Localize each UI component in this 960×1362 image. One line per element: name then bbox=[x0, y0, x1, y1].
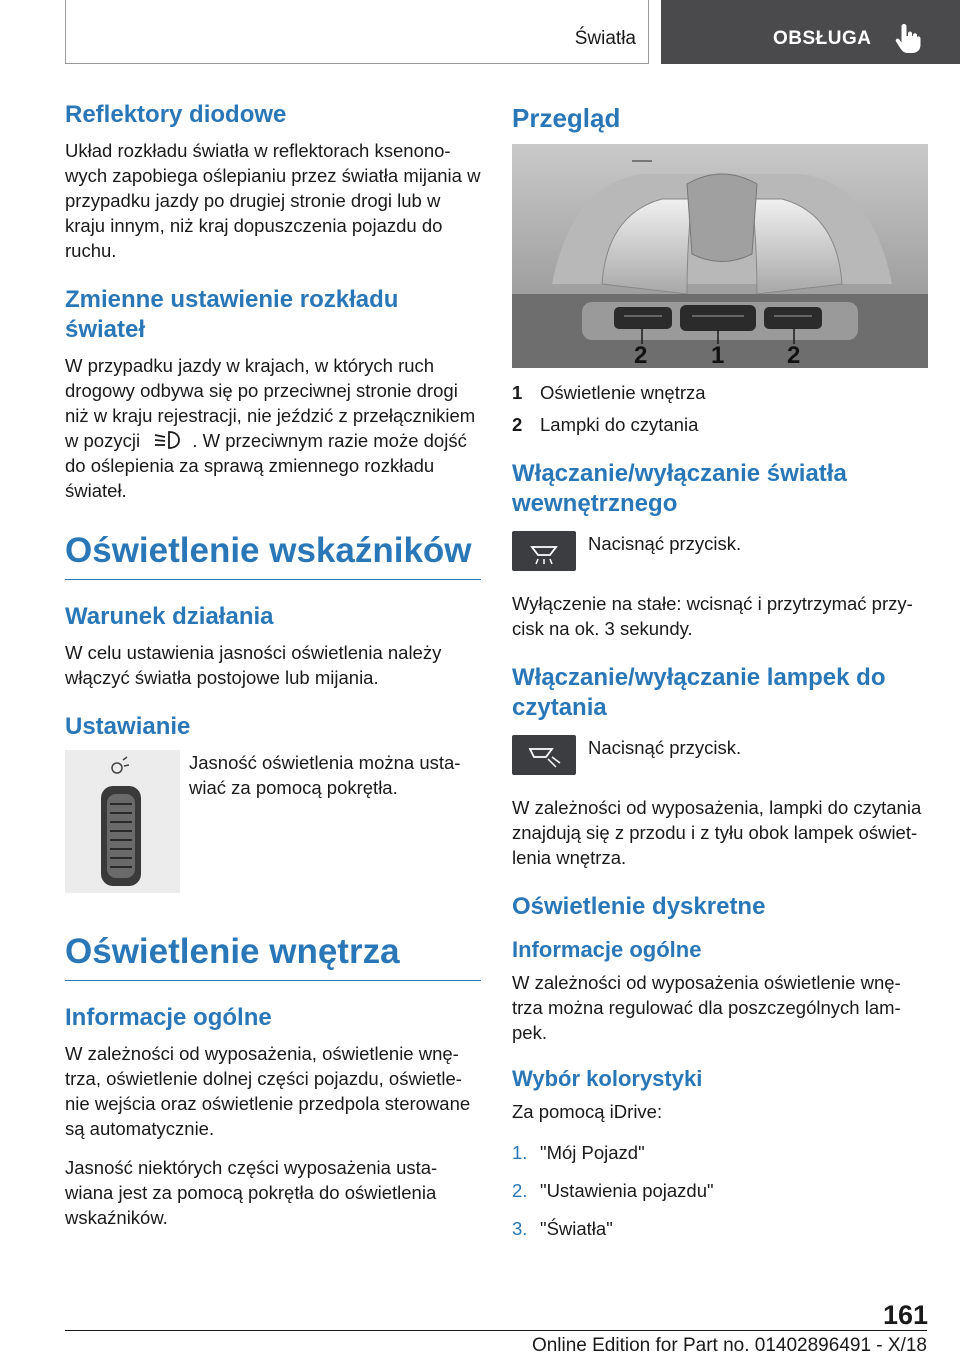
legend-item bbox=[512, 380, 928, 405]
hand-pointer-icon bbox=[895, 22, 921, 54]
header-section-box bbox=[65, 0, 649, 64]
legend-text: Lampki do czytania bbox=[540, 414, 699, 435]
chapter-title: OBSŁUGA bbox=[773, 28, 872, 49]
ambient-general-heading: Informacje ogólne bbox=[512, 937, 702, 962]
list-item bbox=[512, 1140, 928, 1165]
operating-condition-heading: Warunek działania bbox=[65, 603, 274, 630]
left-column bbox=[65, 100, 481, 1244]
led-headlights-heading: Reflektory diodowe bbox=[65, 101, 287, 128]
color-selection-intro: Za pomocą iDrive: bbox=[512, 1101, 663, 1122]
interior-light-button-image bbox=[512, 531, 576, 571]
section-title: Światła bbox=[574, 28, 636, 49]
footer-edition: Online Edition for Part no. 01402896491 - X/18 bbox=[531, 1335, 927, 1356]
color-selection-heading: Wybór kolorystyki bbox=[512, 1066, 703, 1091]
general-info-heading: Informacje ogólne bbox=[65, 1004, 272, 1031]
legend-item bbox=[512, 412, 928, 437]
legend-list bbox=[512, 380, 928, 437]
interior-lighting-heading: Oświetlenie wnętrza bbox=[65, 930, 481, 981]
reading-lights-heading: Włączanie/wyłączanie lampek do czytania bbox=[512, 664, 886, 721]
variable-distribution-text bbox=[65, 353, 481, 503]
headlight-switch-icon bbox=[149, 429, 183, 451]
ambient-lighting-heading: Oświetlenie dyskretne bbox=[512, 893, 766, 920]
general-info-text-1: W zależności od wyposażenia, oświetlenie wnę-trza, oświetlenie dolnej części pojazdu, oświetle-nie wejścia oraz oświetlenie przedpola sterowane są automatycznie. bbox=[65, 1043, 471, 1139]
thumbwheel-image bbox=[65, 750, 180, 893]
variable-text-part-b: . W przeciwnym razie może dojść do oślepienia za sprawą zmiennego rozkładu świateł. bbox=[65, 430, 467, 501]
photo-label-left: 2 bbox=[634, 342, 648, 368]
step-number: 3. bbox=[512, 1218, 528, 1239]
page-number: 161 bbox=[883, 1300, 929, 1330]
interior-light-button-row bbox=[512, 531, 928, 581]
footer-divider bbox=[65, 1330, 927, 1331]
right-column bbox=[512, 100, 928, 1254]
setting-heading: Ustawianie bbox=[65, 713, 191, 740]
interior-light-icon bbox=[512, 531, 576, 571]
list-item bbox=[512, 1178, 928, 1203]
thumbwheel-icon bbox=[65, 750, 180, 893]
legend-text: Oświetlenie wnętrza bbox=[540, 382, 706, 403]
overhead-console-illustration bbox=[512, 144, 928, 368]
photo-label-right: 2 bbox=[787, 342, 801, 368]
variable-distribution-heading: Zmienne ustawienie rozkładu świateł bbox=[65, 286, 399, 343]
legend-number: 2 bbox=[512, 414, 523, 435]
operating-condition-text: W celu ustawienia jasności oświetlenia należy włączyć światła postojowe lub mijania. bbox=[65, 642, 442, 688]
reading-light-button-row bbox=[512, 735, 928, 785]
interior-switch-heading: Włączanie/wyłączanie światła wewnętrznego bbox=[512, 460, 847, 517]
led-headlights-text: Układ rozkładu światła w reflektorach ksenono-wych zapobiega oślepianiu przez światła mijania w przypadku jazdy po drugiej stronie drogi lub w kraju innym, niż kraj dopuszczenia pojazdu do ruchu. bbox=[65, 140, 481, 261]
header-chapter-box bbox=[661, 0, 960, 64]
general-info-text-2: Jasność niektórych części wyposażenia usta-wiana jest za pomocą pokrętła do oświetlenia wskaźników. bbox=[65, 1157, 438, 1228]
setting-text: Jasność oświetlenia można usta-wiać za pomocą pokrętła. bbox=[189, 752, 461, 798]
interior-switch-instruction: Nacisnąć przycisk. bbox=[588, 533, 742, 554]
overview-heading: Przegląd bbox=[512, 103, 621, 133]
reading-lights-instruction: Nacisnąć przycisk. bbox=[588, 737, 742, 758]
overhead-console-photo bbox=[512, 144, 928, 368]
ambient-general-text: W zależności od wyposażenia oświetlenie wnę-trza można regulować dla poszczególnych lam-pek. bbox=[512, 972, 901, 1043]
setting-row bbox=[65, 750, 481, 900]
step-text: "Ustawienia pojazdu" bbox=[540, 1180, 714, 1201]
list-item bbox=[512, 1216, 928, 1241]
steps-list bbox=[512, 1140, 928, 1241]
photo-label-center: 1 bbox=[711, 342, 725, 368]
step-number: 2. bbox=[512, 1180, 528, 1201]
reading-light-icon bbox=[512, 735, 576, 775]
reading-lights-note: W zależności od wyposażenia, lampki do czytania znajdują się z przodu i z tyłu obok lampek oświet-lenia wnętrza. bbox=[512, 797, 922, 868]
interior-switch-note: Wyłączenie na stałe: wcisnąć i przytrzymać przy-cisk na ok. 3 sekundy. bbox=[512, 593, 913, 639]
instrument-lighting-heading: Oświetlenie wskaźników bbox=[65, 529, 481, 580]
step-text: "Światła" bbox=[540, 1218, 613, 1239]
step-number: 1. bbox=[512, 1142, 528, 1163]
variable-text-part-a: W przypadku jazdy w krajach, w których ruch drogowy odbywa się po przeciwnej stronie drogi niż w kraju rejestracji, nie jeździć z przełącznikiem w pozycji bbox=[65, 355, 476, 451]
step-text: "Mój Pojazd" bbox=[540, 1142, 645, 1163]
reading-light-button-image bbox=[512, 735, 576, 775]
legend-number: 1 bbox=[512, 382, 523, 403]
